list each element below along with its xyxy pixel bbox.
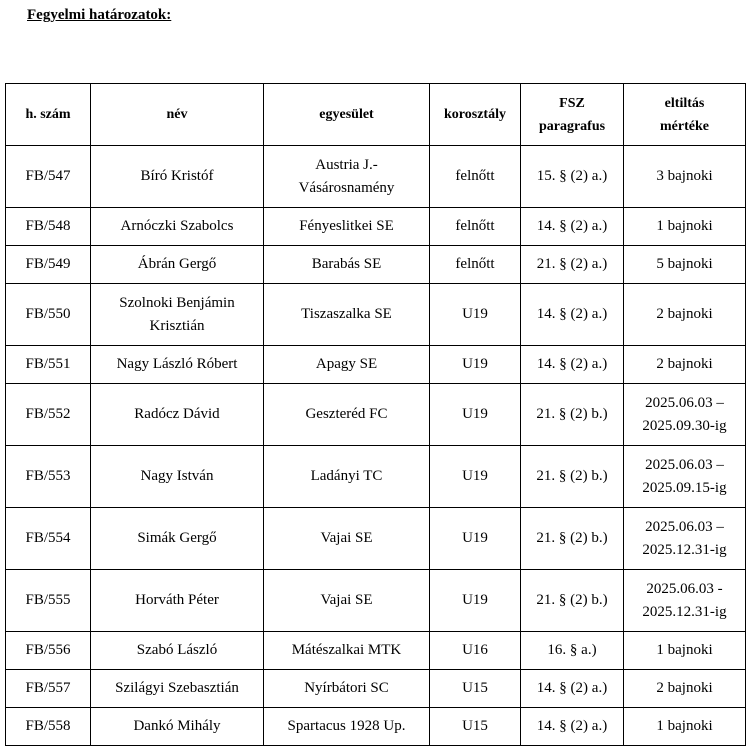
cell-age-group-text: U19 (462, 468, 488, 484)
cell-club-line1: Vajai SE (320, 592, 373, 608)
cell-paragraph (521, 632, 624, 670)
cell-number (6, 570, 91, 632)
cell-ban-line1: 2025.06.03 – (645, 518, 724, 535)
cell-number-text: FB/557 (25, 680, 71, 696)
cell-club (264, 446, 430, 508)
cell-club-line1: Spartacus 1928 Up. (287, 718, 406, 734)
cell-ban (624, 632, 746, 670)
cell-club (264, 570, 430, 632)
cell-number-text: FB/551 (25, 356, 71, 372)
cell-ban-line2: 2025.12.31-ig (642, 603, 727, 620)
header-ban-line2: mértéke (660, 118, 709, 134)
cell-number-text: FB/552 (25, 406, 71, 422)
cell-age-group-text: U15 (462, 680, 488, 696)
cell-name-line1: Szabó László (136, 642, 218, 658)
cell-ban (624, 670, 746, 708)
cell-ban (624, 446, 746, 508)
cell-ban (624, 708, 746, 746)
cell-club (264, 508, 430, 570)
table-row (6, 508, 746, 570)
cell-club-line1: Geszteréd FC (305, 406, 388, 422)
cell-name (91, 246, 264, 284)
cell-number (6, 508, 91, 570)
cell-paragraph-text: 21. § (2) b.) (536, 592, 608, 608)
cell-name (91, 384, 264, 446)
cell-number-text: FB/547 (25, 168, 71, 184)
header-ban-line1: eltiltás (664, 95, 705, 111)
cell-paragraph (521, 570, 624, 632)
cell-number-text: FB/548 (25, 218, 71, 234)
cell-paragraph (521, 346, 624, 384)
cell-club-line1: Austria J.- (315, 156, 378, 173)
cell-ban (624, 284, 746, 346)
cell-age-group (430, 708, 521, 746)
header-age-group: korosztály (430, 84, 521, 146)
cell-ban-line1: 1 bajnoki (656, 718, 713, 734)
cell-club-line1: Nyírbátori SC (304, 680, 389, 696)
cell-age-group (430, 208, 521, 246)
cell-name-line1: Bíró Kristóf (140, 168, 214, 184)
cell-name (91, 632, 264, 670)
cell-age-group-text: felnőtt (455, 256, 495, 272)
cell-club-line1: Fényeslitkei SE (299, 218, 394, 234)
cell-name (91, 146, 264, 208)
cell-name-line1: Radócz Dávid (134, 406, 220, 422)
cell-number-text: FB/556 (25, 642, 71, 658)
cell-age-group (430, 508, 521, 570)
cell-ban (624, 146, 746, 208)
cell-paragraph-text: 14. § (2) a.) (536, 356, 608, 372)
table-row (6, 146, 746, 208)
cell-club-line1: Barabás SE (311, 256, 382, 272)
cell-name-line1: Simák Gergő (137, 530, 217, 546)
table-row (6, 284, 746, 346)
cell-number (6, 146, 91, 208)
cell-ban-line1: 2 bajnoki (656, 680, 713, 696)
table-row (6, 708, 746, 746)
cell-age-group (430, 346, 521, 384)
cell-number-text: FB/555 (25, 592, 71, 608)
cell-paragraph-text: 21. § (2) b.) (536, 468, 608, 484)
cell-paragraph (521, 670, 624, 708)
cell-number (6, 246, 91, 284)
cell-ban-line1: 5 bajnoki (656, 256, 713, 272)
cell-paragraph (521, 284, 624, 346)
cell-number (6, 284, 91, 346)
cell-name (91, 508, 264, 570)
cell-number-text: FB/550 (25, 306, 71, 322)
cell-ban-line1: 2025.06.03 - (646, 580, 723, 597)
cell-club (264, 284, 430, 346)
cell-age-group-text: U15 (462, 718, 488, 734)
cell-name-line1: Nagy László Róbert (116, 356, 238, 372)
cell-club (264, 708, 430, 746)
cell-age-group-text: U16 (462, 642, 488, 658)
cell-age-group-text: U19 (462, 306, 488, 322)
cell-ban (624, 508, 746, 570)
cell-ban-line1: 2025.06.03 – (645, 456, 724, 473)
cell-number-text: FB/558 (25, 718, 71, 734)
header-name: név (91, 84, 264, 146)
table-row (6, 446, 746, 508)
header-number: h. szám (6, 84, 91, 146)
cell-number (6, 708, 91, 746)
cell-club (264, 346, 430, 384)
cell-paragraph-text: 14. § (2) a.) (536, 306, 608, 322)
cell-ban (624, 570, 746, 632)
cell-age-group-text: felnőtt (455, 168, 495, 184)
cell-paragraph-text: 15. § (2) a.) (536, 168, 608, 184)
cell-name (91, 670, 264, 708)
cell-name (91, 346, 264, 384)
cell-ban-line1: 1 bajnoki (656, 218, 713, 234)
cell-name-line1: Arnóczki Szabolcs (120, 218, 234, 234)
cell-club-line1: Ladányi TC (310, 468, 383, 484)
cell-ban-line2: 2025.12.31-ig (642, 541, 727, 558)
cell-paragraph (521, 708, 624, 746)
cell-name (91, 284, 264, 346)
cell-age-group-text: U19 (462, 530, 488, 546)
cell-age-group-text: U19 (462, 356, 488, 372)
cell-club-line2: Vásárosnamény (298, 179, 395, 196)
cell-name (91, 208, 264, 246)
cell-age-group (430, 570, 521, 632)
header-paragraph-line2: paragrafus (538, 118, 606, 134)
cell-number (6, 670, 91, 708)
cell-ban (624, 208, 746, 246)
cell-ban-line1: 2 bajnoki (656, 306, 713, 322)
cell-name-line1: Horváth Péter (135, 592, 219, 608)
cell-ban-line1: 2025.06.03 – (645, 394, 724, 411)
cell-club (264, 384, 430, 446)
table-row (6, 632, 746, 670)
cell-club (264, 632, 430, 670)
cell-club-line1: Mátészalkai MTK (291, 642, 402, 658)
cell-club (264, 246, 430, 284)
cell-ban (624, 346, 746, 384)
cell-name-line2: Krisztián (149, 317, 205, 334)
cell-number-text: FB/549 (25, 256, 71, 272)
table-row (6, 346, 746, 384)
cell-number-text: FB/554 (25, 530, 71, 546)
cell-name (91, 446, 264, 508)
cell-name (91, 570, 264, 632)
cell-paragraph-text: 21. § (2) a.) (536, 256, 608, 272)
cell-name-line1: Szilágyi Szebasztián (115, 680, 239, 696)
cell-age-group-text: felnőtt (455, 218, 495, 234)
cell-number (6, 208, 91, 246)
table-row (6, 570, 746, 632)
cell-club-line1: Tiszaszalka SE (301, 306, 392, 322)
cell-age-group-text: U19 (462, 592, 488, 608)
cell-paragraph-text: 14. § (2) a.) (536, 680, 608, 696)
table-row (6, 384, 746, 446)
cell-age-group (430, 146, 521, 208)
page-title: Fegyelmi határozatok: (27, 7, 172, 23)
cell-paragraph (521, 446, 624, 508)
header-club: egyesület (264, 84, 430, 146)
cell-ban-line1: 3 bajnoki (656, 168, 713, 184)
cell-age-group-text: U19 (462, 406, 488, 422)
cell-club (264, 208, 430, 246)
cell-age-group (430, 446, 521, 508)
cell-paragraph-text: 14. § (2) a.) (536, 218, 608, 234)
header-paragraph (521, 84, 624, 146)
header-paragraph-line1: FSZ (559, 95, 585, 111)
cell-club (264, 146, 430, 208)
cell-ban (624, 246, 746, 284)
cell-number (6, 346, 91, 384)
table-row (6, 208, 746, 246)
cell-paragraph-text: 16. § a.) (547, 642, 597, 658)
table-row (6, 246, 746, 284)
cell-paragraph (521, 508, 624, 570)
table-row (6, 670, 746, 708)
cell-paragraph-text: 21. § (2) b.) (536, 406, 608, 422)
cell-name-line1: Ábrán Gergő (137, 256, 217, 272)
cell-age-group (430, 632, 521, 670)
cell-age-group (430, 246, 521, 284)
header-ban (624, 84, 746, 146)
table-header-row (6, 84, 746, 146)
cell-paragraph-text: 21. § (2) b.) (536, 530, 608, 546)
cell-name-line1: Szolnoki Benjámin (119, 294, 235, 311)
cell-name-line1: Dankó Mihály (133, 718, 221, 734)
cell-ban-line2: 2025.09.15-ig (642, 479, 727, 496)
cell-number (6, 446, 91, 508)
cell-ban-line2: 2025.09.30-ig (642, 417, 727, 434)
cell-paragraph (521, 146, 624, 208)
cell-name-line1: Nagy István (140, 468, 214, 484)
cell-number (6, 632, 91, 670)
cell-number (6, 384, 91, 446)
cell-number-text: FB/553 (25, 468, 71, 484)
cell-age-group (430, 384, 521, 446)
cell-age-group (430, 284, 521, 346)
cell-paragraph (521, 384, 624, 446)
decisions-table (5, 83, 746, 746)
cell-ban (624, 384, 746, 446)
cell-paragraph (521, 246, 624, 284)
cell-club-line1: Apagy SE (315, 356, 378, 372)
cell-ban-line1: 2 bajnoki (656, 356, 713, 372)
cell-club-line1: Vajai SE (320, 530, 373, 546)
cell-paragraph (521, 208, 624, 246)
cell-ban-line1: 1 bajnoki (656, 642, 713, 658)
cell-age-group (430, 670, 521, 708)
cell-paragraph-text: 14. § (2) a.) (536, 718, 608, 734)
cell-club (264, 670, 430, 708)
cell-name (91, 708, 264, 746)
